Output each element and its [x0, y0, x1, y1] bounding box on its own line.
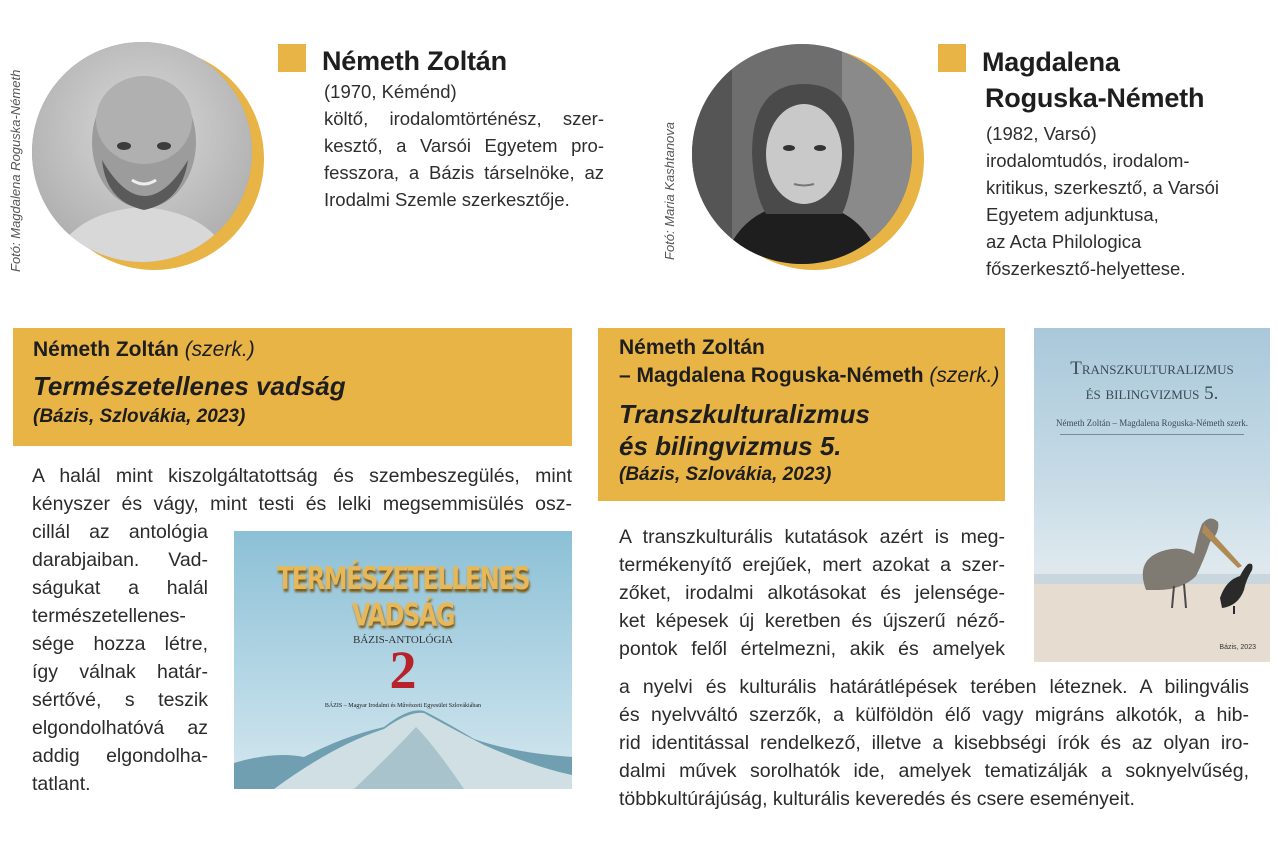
book1-body: cillál az antológia darabjaiban. Vad- ságukat a halál természetellenes- sége hozza létre, így válnak határ- sértővé, s teszik elgondolhatóvá az addig elgondolha- tatlant. [32, 521, 208, 795]
man-portrait-icon [32, 42, 252, 262]
author-bio-2: (1982, Varsó) irodalomtudós, irodalom- kritikus, szerkesztő, a Varsói Egyetem adjunktusa, az Acta Philologica főszerkesztő-helyettese. [986, 123, 1220, 279]
book2-author-line1: Németh Zoltán [619, 336, 765, 359]
book1-cover-number: 2 [389, 640, 417, 700]
book-header-2 [598, 328, 1005, 501]
book2-body: A transzkulturális kutatások azért is meg- termékenyítő erejűek, mert azokat a szer- zőket, irodalmi alkotásokat és jelensége- ket képesek új keretben és újszerű néző- pontok felől értelmezni, akik és amelyek [619, 526, 1005, 660]
author-name-2: Magdalena Roguska-Németh [982, 47, 1205, 113]
author-bio-1: (1970, Kéménd) költő, irodalomtörténész, szer- kesztő, a Varsói Egyetem pro- fesszora, a Bázis társelnöke, az Irodalmi Szemle szerkesztője. [324, 81, 604, 210]
book2-author-line2: – Magdalena Roguska-Németh (szerk.) [619, 364, 1000, 387]
mountain-illustration-icon [234, 531, 572, 789]
book2-publisher: (Bázis, Szlovákia, 2023) [619, 464, 832, 485]
photo-credit-2: Fotó: Maria Kashtanova [662, 121, 677, 260]
book2-title: Transzkulturalizmus és bilingvizmus 5. [619, 399, 870, 461]
accent-square-1 [278, 44, 306, 72]
book2-cover-title: Transzkulturalizmus és bilingvizmus 5. [1070, 358, 1234, 404]
woman-portrait-icon [692, 44, 912, 264]
book2-cover [1034, 328, 1270, 662]
book2-cover-editors: Németh Zoltán – Magdalena Roguska-Németh szerk. [1056, 418, 1248, 428]
author-name-1: Németh Zoltán [322, 46, 507, 76]
book1-cover-title: TERMÉSZETELLENES VADSÁG [276, 560, 530, 634]
book2-body-wide: a nyelvi és kulturális határátlépések terében léteznek. A bilingvális és nyelvváltó szerzők, a külföldön élő vagy migráns alkotók, a hib- rid identitással rendelkező, illetve a kisebbségi írók és az olyan iro- dalmi művek sorolhatók ide, amelyek tematizálják a soknyelvűség, többkultúrájúság, kulturális keveredés és csere eseményeit. [619, 676, 1249, 810]
book-header-1 [13, 328, 572, 446]
book1-intro: A halál mint kiszolgáltatottság és szembeszegülés, mint kényszer és vágy, mint testi és lelki megsemmisülés osz- [32, 465, 572, 515]
book1-publisher: (Bázis, Szlovákia, 2023) [33, 406, 246, 427]
book1-author: Németh Zoltán (szerk.) [33, 338, 255, 361]
portrait-magdalena-roguska-nemeth [692, 44, 924, 276]
accent-square-2 [938, 44, 966, 72]
book1-cover-imprint: BÁZIS – Magyar Irodalmi és Művészeti Egyesület Szlovákiában [324, 703, 482, 709]
pelican-illustration-icon [1034, 328, 1270, 662]
book1-cover-series: BÁZIS-ANTOLÓGIA [352, 634, 453, 646]
portrait-nemeth-zoltan [32, 42, 264, 274]
book1-cover [234, 531, 572, 789]
book1-title: Természetellenes vadság [33, 371, 346, 401]
book2-cover-imprint: Bázis, 2023 [1219, 644, 1256, 651]
photo-credit-1: Fotó: Magdalena Roguska-Németh [8, 69, 23, 272]
